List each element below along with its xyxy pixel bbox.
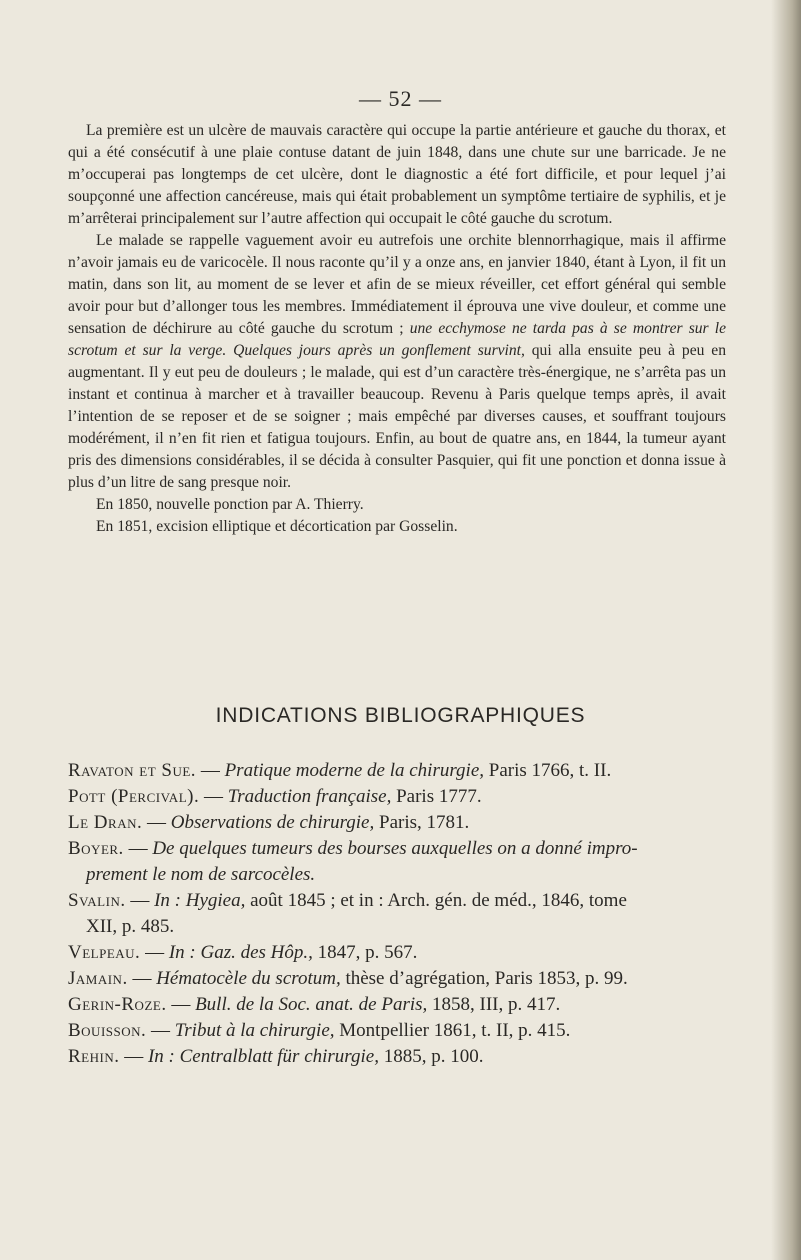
entry-details: thèse d’agrégation, Paris 1853, p. 99. bbox=[345, 968, 628, 989]
paragraph: En 1851, excision elliptique et décortication par Gosselin. bbox=[96, 518, 458, 535]
bibliography-entry: Velpeau. — In : Gaz. des Hôp., 1847, p. 567. bbox=[68, 942, 418, 963]
entry-details: Paris, 1781. bbox=[379, 812, 470, 833]
entry-title: Pratique moderne de la chirurgie, bbox=[224, 760, 485, 781]
bibliography-entry: Le Dran. — Observations de chirurgie, Paris, 1781. bbox=[68, 812, 470, 833]
entry-author: Pott (Percival). bbox=[68, 786, 200, 807]
bibliography-entry: Jamain. — Hématocèle du scrotum, thèse d’agrégation, Paris 1853, p. 99. bbox=[68, 968, 628, 989]
entry-details: Paris 1777. bbox=[396, 786, 482, 807]
entry-continuation: XII, p. 485. bbox=[86, 916, 175, 937]
entry-author: Bouisson. bbox=[68, 1020, 147, 1041]
bibliography-list bbox=[68, 758, 748, 1070]
bibliography-entry: Gerin-Roze. — Bull. de la Soc. anat. de Paris, 1858, III, p. 417. bbox=[68, 994, 561, 1015]
page-number: — 52 — bbox=[359, 86, 442, 111]
section-heading: INDICATIONS BIBLIOGRAPHIQUES bbox=[215, 704, 586, 727]
bibliography-entry: Rehin. — In : Centralblatt für chirurgie, 1885, p. 100. bbox=[68, 1046, 484, 1067]
entry-author: Rehin. bbox=[68, 1046, 120, 1067]
entry-details: Montpellier 1861, t. II, p. 415. bbox=[339, 1020, 571, 1041]
text-span: qui alla ensuite peu à peu en augmentant. Il y eut peu de douleurs ; le malade, qui est d’un caractère très-énergique, ne s’arrêta pas un instant et continua à marcher et à travailler beaucoup. Revenu à Paris quelque temps après, il avait l’intention de se reposer et de se soigner ; mais empêché par diverses causes, et souffrant toujours modérément, il n’en fit rien et fatigua toujours. Enfin, au bout de quatre ans, en 1844, la tumeur ayant pris des dimensions considérables, il se décida à consulter Pasquier, qui fit une ponction et donna issue à plus d’un litre de sang presque noir. bbox=[68, 342, 726, 491]
bibliography-entry: Svalin. — In : Hygiea, août 1845 ; et in : Arch. gén. de méd., 1846, tome XII, p. 485. bbox=[68, 888, 748, 940]
entry-continuation: prement le nom de sarcocèles. bbox=[86, 864, 316, 885]
entry-author: Svalin. bbox=[68, 890, 126, 911]
entry-author: Velpeau. bbox=[68, 942, 141, 963]
entry-title: Traduction française, bbox=[227, 786, 392, 807]
entry-title: Bull. de la Soc. anat. de Paris, bbox=[195, 994, 428, 1015]
entry-title: In : Hygiea, bbox=[154, 890, 246, 911]
bibliography-entry: Pott (Percival). — Traduction française, Paris 1777. bbox=[68, 786, 482, 807]
entry-title: Observations de chirurgie, bbox=[170, 812, 375, 833]
italic-span: une ecchymose ne tarda pas à se montrer sur le scrotum et sur la verge. Quelques jours après un gonflement survint, bbox=[68, 320, 726, 359]
entry-details: 1885, p. 100. bbox=[383, 1046, 484, 1067]
entry-author: Jamain. bbox=[68, 968, 128, 989]
entry-title: De quelques tumeurs des bourses auxquelles on a donné impro- bbox=[152, 838, 638, 859]
entry-details: 1847, p. 567. bbox=[317, 942, 418, 963]
entry-author: Ravaton et Sue. bbox=[68, 760, 197, 781]
entry-details: août 1845 ; et in : Arch. gén. de méd., 1846, tome bbox=[250, 890, 627, 911]
bibliography-entry: Boyer. — De quelques tumeurs des bourses auxquelles on a donné impro- prement le nom de sarcocèles. bbox=[68, 836, 748, 888]
entry-details: Paris 1766, t. II. bbox=[488, 760, 612, 781]
paragraph: La première est un ulcère de mauvais caractère qui occupe la partie antérieure et gauche du thorax, et qui a été consécutif à une plaie contuse datant de juin 1848, dans une chute sur une barricade. Je ne m’occuperai pas longtemps de cet ulcère, dont le diagnostic a été fort difficile, et pour lequel j’ai soupçonné une affection cancéreuse, mais qui était probablement un symptôme tertiaire de syphilis, et je m’arrêterai principalement sur l’autre affection qui occupait le côté gauche du scrotum. bbox=[68, 122, 726, 227]
entry-author: Le Dran. bbox=[68, 812, 143, 833]
paragraph: En 1850, nouvelle ponction par A. Thierry. bbox=[96, 496, 364, 513]
page-edge-shadow bbox=[771, 0, 801, 1260]
entry-title: In : Centralblatt für chirurgie, bbox=[147, 1046, 379, 1067]
entry-author: Gerin-Roze. bbox=[68, 994, 167, 1015]
paragraph bbox=[68, 230, 726, 494]
entry-title: In : Gaz. des Hôp., bbox=[168, 942, 313, 963]
bibliography-entry: Ravaton et Sue. — Pratique moderne de la chirurgie, Paris 1766, t. II. bbox=[68, 760, 612, 781]
entry-title: Tribut à la chirurgie, bbox=[174, 1020, 335, 1041]
text-span: Le malade se rappelle vaguement avoir eu autrefois une orchite blennorrhagique, mais il affirme n’avoir jamais eu de varicocèle. Il nous raconte qu’il y a onze ans, en janvier 1840, étant à Lyon, il fit un matin, dans son lit, au moment de se lever et afin de se mieux réveiller, cet effort général qui semble avoir pour but d’allonger tous les membres. Immédiatement il éprouva une vive douleur, et comme une sensation de déchirure au côté gauche du scrotum ; bbox=[68, 232, 726, 337]
entry-details: 1858, III, p. 417. bbox=[432, 994, 561, 1015]
body-text bbox=[68, 120, 726, 538]
bibliography-entry: Bouisson. — Tribut à la chirurgie, Montpellier 1861, t. II, p. 415. bbox=[68, 1020, 571, 1041]
entry-author: Boyer. bbox=[68, 838, 124, 859]
entry-title: Hématocèle du scrotum, bbox=[156, 968, 341, 989]
